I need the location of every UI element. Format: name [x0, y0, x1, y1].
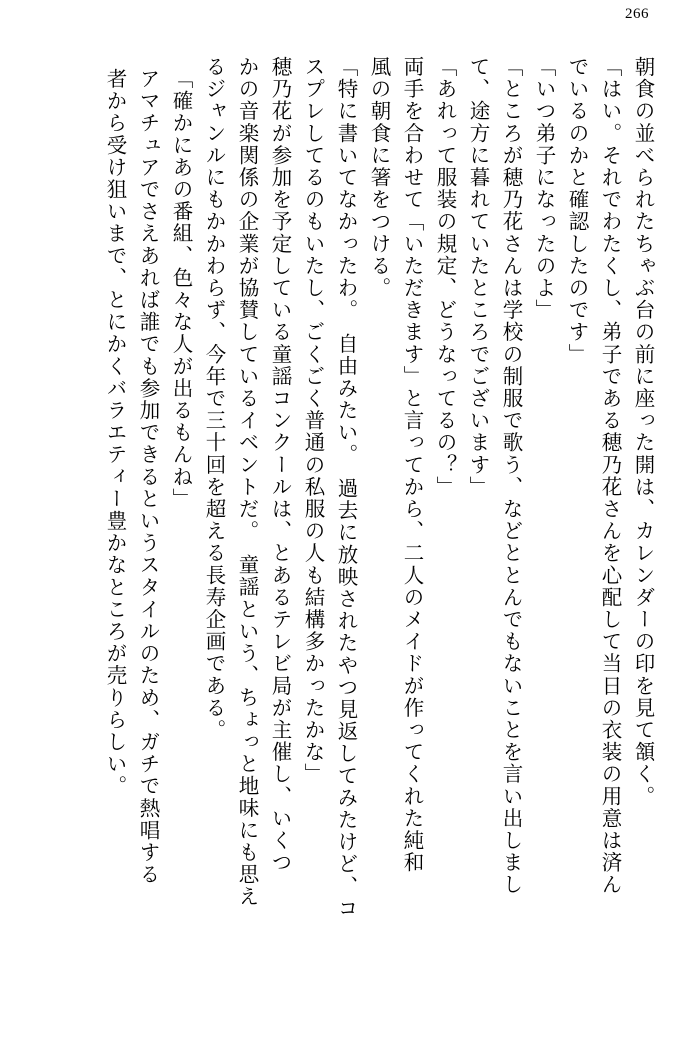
text-line: て、途方に暮れていたところでございます」	[466, 56, 490, 498]
page-number: 266	[625, 6, 649, 22]
text-line: 両手を合わせて「いただきます」と言ってから、二人のメイドが作ってくれた純和	[400, 56, 424, 874]
text-line: 「確かにあの番組、色々な人が出るもんね」	[169, 68, 193, 510]
text-line: アマチュアでさえあれば誰でも参加できるというスタイルのため、ガチで熱唱する	[136, 68, 160, 886]
text-line: 穂乃花が参加を予定している童謡コンクールは、とあるテレビ局が主催し、いくつ	[268, 56, 292, 874]
text-line: 「ところが穂乃花さんは学校の制服で歌う、などととんでもないことを言い出しまし	[499, 56, 523, 896]
text-line: 「いつ弟子になったのよ」	[532, 56, 556, 322]
text-line: スプレしてるのもいたし、ごくごく普通の私服の人も結構多かったかな」	[301, 56, 325, 786]
text-line: 「特に書いてなかったわ。 自由みたい。 過去に放映されたやつ見返してみたけど、コ	[334, 56, 358, 920]
page-body	[40, 56, 653, 1020]
text-line: 「はい。それでわたくし、弟子である穂乃花さんを心配して当日の衣装の用意は済ん	[598, 56, 622, 896]
text-line: るジャンルにもかかわらず、今年で三十回を超える長寿企画である。	[202, 56, 226, 742]
text-line: かの音楽関係の企業が協賛しているイベントだ。 童謡という、ちょっと地味にも思え	[235, 56, 259, 908]
text-line: でいるのかと確認したのです」	[565, 56, 589, 366]
text-line: 者から受け狙いまで、とにかくバラエティー豊かなところが売りらしい。	[103, 68, 127, 798]
text-line: 風の朝食に箸をつける。	[367, 56, 391, 300]
text-line: 「あれって服装の規定、どうなってるの？」	[433, 56, 457, 498]
text-line: 朝食の並べられたちゃぶ台の前に座った開は、カレンダーの印を見て頷く。	[631, 56, 655, 808]
